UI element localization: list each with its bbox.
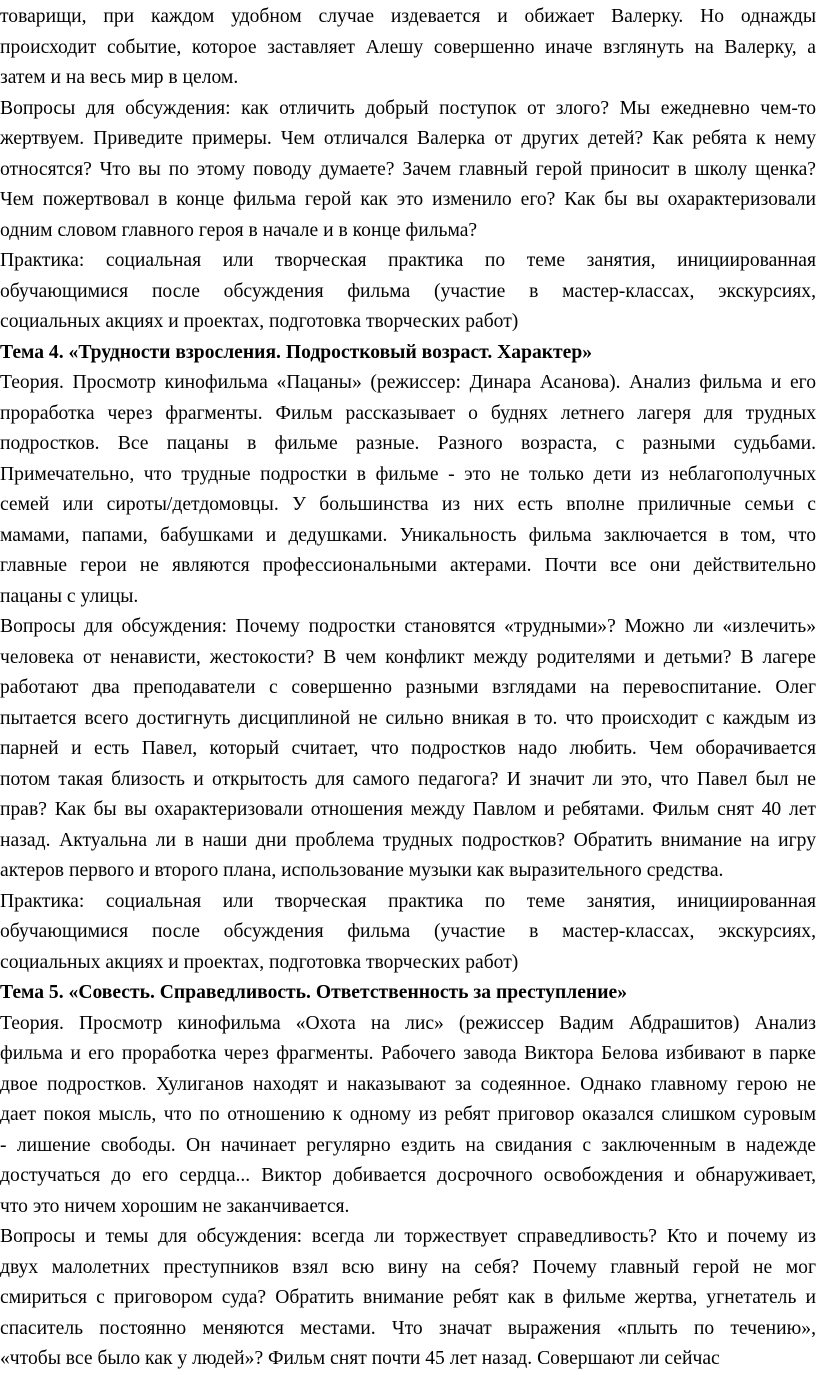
section-heading: Тема 5. «Совесть. Справедливость. Ответственность за преступление» xyxy=(0,982,628,1003)
text-line: подростков. Все пацаны в фильме разные. Разного возраста, с разными судьбами. xyxy=(0,433,816,454)
text-line: работают два преподаватели с совершенно разными взглядами на перевоспитание. Олег xyxy=(0,677,816,698)
text-line: жертвуем. Приведите примеры. Чем отличался Валерка от других детей? Как ребята к нему xyxy=(0,128,816,149)
text-line: относятся? Что вы по этому поводу думаете? Зачем главный герой приносит в школу щенка? xyxy=(0,158,816,180)
text-line: обучающимися после обсуждения фильма (участие в мастер-классах, экскурсиях, xyxy=(0,921,816,942)
text-line: затем и на весь мир в целом. xyxy=(0,67,239,88)
text-line: двое подростков. Хулиганов находят и наказывают за содеянное. Однако главному герою не xyxy=(0,1073,816,1095)
section-heading: Тема 4. «Трудности взросления. Подростковый возраст. Характер» xyxy=(0,341,593,363)
text-line: Вопросы для обсуждения: Почему подростки становятся «трудными»? Можно ли «излечить» xyxy=(0,616,816,637)
text-line: одним словом главного героя в начале и в конце фильма? xyxy=(0,219,478,241)
text-line: Вопросы и темы для обсуждения: всегда ли торжествует справедливость? Кто и почему из xyxy=(0,1226,816,1247)
text-line: «чтобы все было как у людей»? Фильм снят почти 45 лет назад. Совершают ли сейчас xyxy=(0,1348,720,1369)
text-line: происходит событие, которое заставляет Алешу совершенно иначе взглянуть на Валерку, а xyxy=(0,36,816,58)
text-line: Чем пожертвовал в конце фильма герой как это изменило его? Как бы вы охарактеризовали xyxy=(0,189,816,210)
text-line: актеров первого и второго плана, использование музыки как выразительного средства. xyxy=(0,860,724,881)
text-line: фильма и его проработка через фрагменты. Рабочего завода Виктора Белова избивают в парке xyxy=(0,1043,816,1064)
document-text-body xyxy=(0,2,816,1375)
text-line: парней и есть Павел, который считает, что подростков надо любить. Чем оборачивается xyxy=(0,738,816,759)
text-line: Вопросы для обсуждения: как отличить добрый поступок от злого? Мы ежедневно чем-то xyxy=(0,97,816,119)
text-line: Теория. Просмотр кинофильма «Охота на лис» (режиссер Вадим Абдрашитов) Анализ xyxy=(0,1012,816,1034)
text-line: пытается всего достигнуть дисциплиной не сильно вникая в то. что происходит с каждым из xyxy=(0,707,816,729)
text-line: пацаны с улицы. xyxy=(0,585,139,607)
text-line: товарищи, при каждом удобном случае издевается и обижает Валерку. Но однажды xyxy=(0,6,816,27)
text-line: Практика: социальная или творческая практика по теме занятия, инициированная xyxy=(0,890,816,912)
text-line: достучаться до его сердца... Виктор добивается досрочного освобождения и обнаруживает, xyxy=(0,1165,816,1186)
text-line: спаситель постоянно меняются местами. Что значат выражения «плыть по течению», xyxy=(0,1317,816,1339)
text-line: двух малолетних преступников взял всю вину на себя? Почему главный герой не мог xyxy=(0,1256,816,1278)
text-line: Теория. Просмотр кинофильма «Пацаны» (режиссер: Динара Асанова). Анализ фильма и его xyxy=(0,372,816,393)
text-line: Практика: социальная или творческая практика по теме занятия, инициированная xyxy=(0,250,816,271)
text-line: назад. Актуальна ли в наши дни проблема трудных подростков? Обратить внимание на игру xyxy=(0,829,816,851)
text-line: социальных акциях и проектах, подготовка творческих работ) xyxy=(0,951,519,973)
text-line: Примечательно, что трудные подростки в фильме - это не только дети из неблагополучных xyxy=(0,463,816,485)
text-line: социальных акциях и проектах, подготовка творческих работ) xyxy=(0,311,519,332)
text-line: прав? Как бы вы охарактеризовали отношения между Павлом и ребятами. Фильм снят 40 лет xyxy=(0,799,816,820)
text-line: потом такая близость и открытость для самого педагога? И значит ли это, что Павел был не xyxy=(0,768,816,790)
text-line: обучающимися после обсуждения фильма (участие в мастер-классах, экскурсиях, xyxy=(0,280,816,302)
text-line: мамами, папами, бабушками и дедушками. Уникальность фильма заключается в том, что xyxy=(0,524,816,546)
text-line: дает покоя мысль, что по отношению к одному из ребят приговор оказался слишком суровым xyxy=(0,1104,816,1125)
text-line: семей или сироты/детдомовцы. У большинства из них есть вполне приличные семьи с xyxy=(0,494,816,515)
text-line: главные герои не являются профессиональными актерами. Почти все они действительно xyxy=(0,555,816,576)
text-line: человека от ненависти, жестокости? В чем конфликт между родителями и детьми? В лагере xyxy=(0,646,816,668)
text-line: проработка через фрагменты. Фильм рассказывает о буднях летнего лагеря для трудных xyxy=(0,402,816,424)
text-line: - лишение свободы. Он начинает регулярно ездить на свидания с заключенным в надежде xyxy=(0,1134,816,1156)
text-line: что это ничем хорошим не заканчивается. xyxy=(0,1195,350,1217)
text-line: смириться с приговором суда? Обратить внимание ребят как в фильме жертва, угнетатель и xyxy=(0,1287,816,1308)
